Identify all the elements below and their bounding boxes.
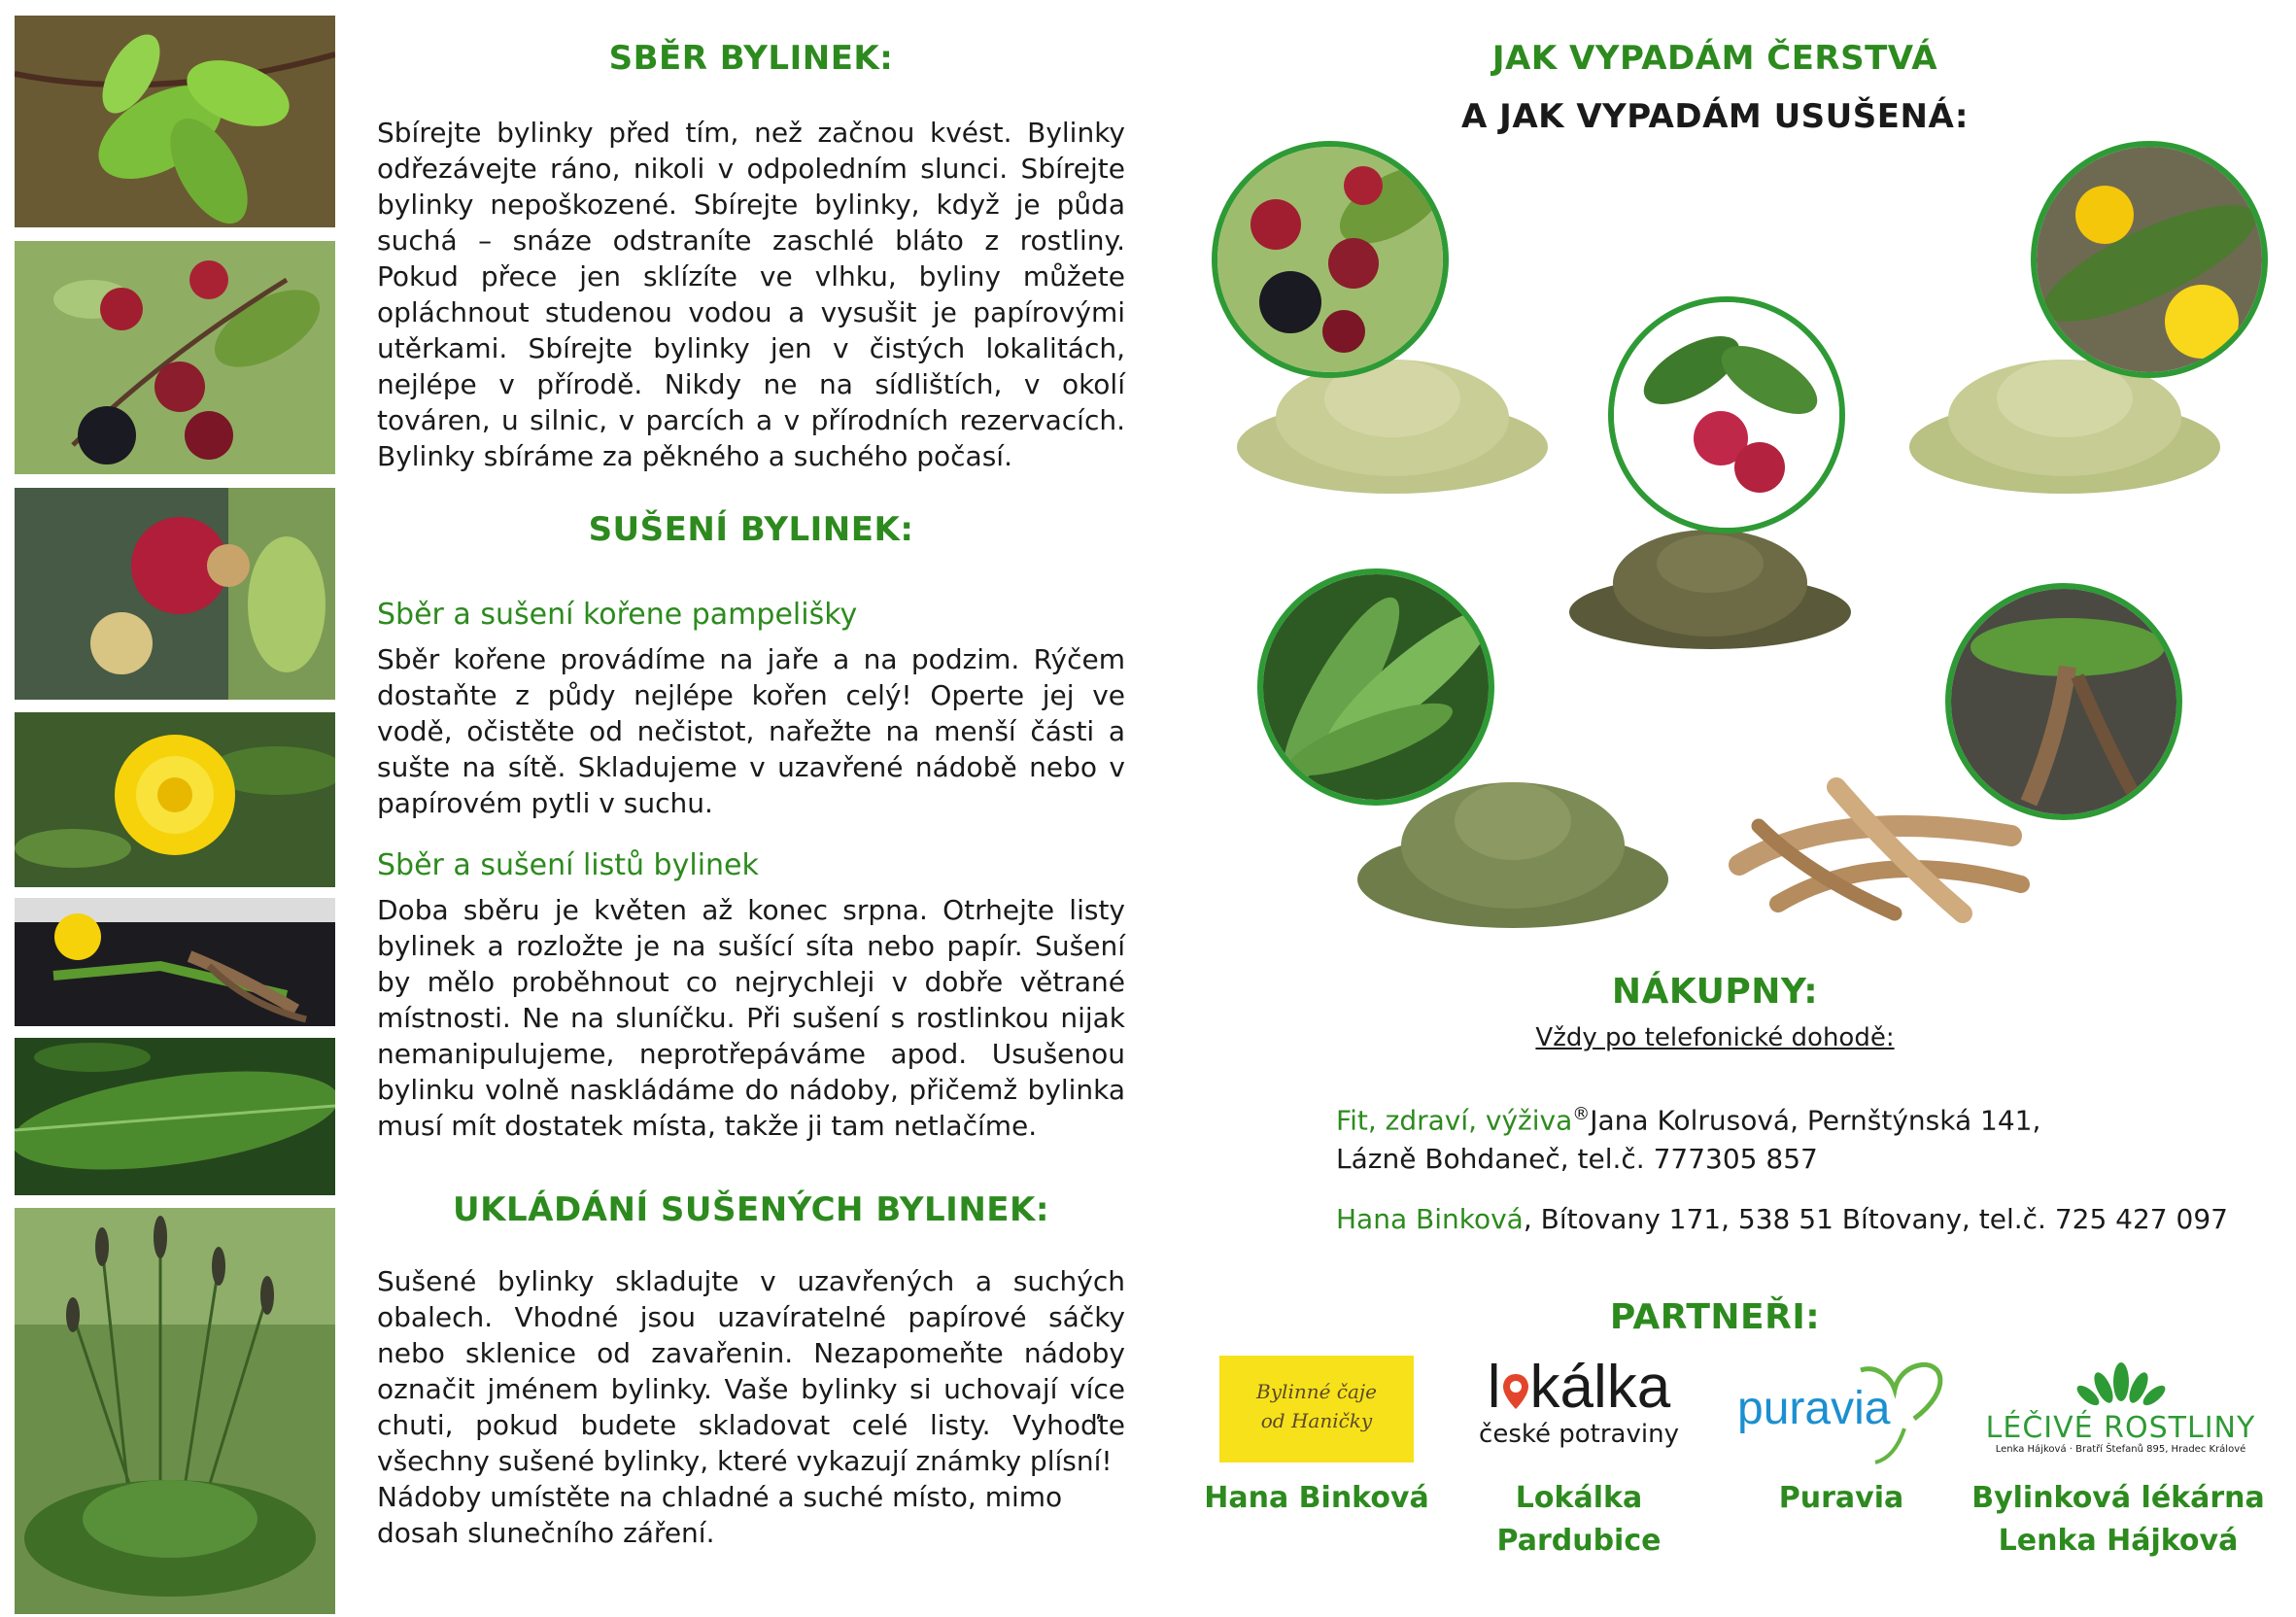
root-drying-title: Sběr a sušení kořene pampelišky [377,598,858,632]
leaf-drying-text: Doba sběru je květen až konec srpna. Otrhejte listy bylinek a rozložte je na sušící síta nebo papír. Sušení by mělo proběhnout co nejrychleji v dobře větrané místnosti. Ne na sluníčku. Při sušení s rostlinkou nijak nemanipulujeme, neprotřepáváme apod. Usušenou bylinku volně naskládáme do nádoby, přičemž bylinka musí mít dostatek místa, takže ji tam netlačíme. [377,894,1125,1142]
location-pin-icon [1501,1359,1530,1398]
partner-name-3 [1720,1477,1963,1520]
puravia-brand: puravia [1737,1383,1891,1434]
partner-name-2 [1453,1477,1705,1563]
collection-heading: SBĚR BYLINEK: [608,39,894,78]
shop-2-name: Hana Binková [1336,1203,1524,1235]
dandelion-flower-photo [15,712,335,887]
partner-name-4-line-1: Bylinková lékárna [1971,1481,2265,1515]
puravia-logo [1730,1360,1963,1467]
look-heading-1: JAK VYPADÁM ČERSTVÁ [1491,39,1938,78]
partner-name-1-line-1: Hana Binková [1204,1481,1429,1515]
logo-1-line-2: od Haničky [1260,1409,1373,1432]
shop-1-address: Jana Kolrusová, Pernštýnská 141, [1590,1104,2041,1137]
partner-name-4 [1968,1477,2269,1563]
ribwort-plantain-photo [15,1208,335,1614]
partner-name-2-line-2: Pardubice [1496,1524,1662,1558]
blackberry-leaves-photo [15,16,335,227]
storage-text: Sušené bylinky skladujte v uzavřených a suchých obalech. Vhodné jsou uzavíratelné papírové sáčky nebo sklenice od zavařenin. Nezapomeňte nádoby označit jménem bylinky. Vaše bylinky si uchovají více chuti, pokud budete skladovat celé listy. Vyhoďte všechny sušené bylinky, které vykazují známky plísní! [377,1265,1125,1477]
collection-text: Sbírejte bylinky před tím, než začnou kvést. Bylinky odřezávejte ráno, nikoli v odpoledním slunci. Sbírejte bylinky nepoškozené. Sbírejte bylinky, když je půda suchá – snáze odstraníte zaschlé bláto z rostliny. Pokud přece jen sklízíte ve vlhku, byliny můžete opláchnout studenou vodou a vysušit je papírovými utěrkami. Sbírejte bylinky jen v čistých lokalitách, nejlépe v přírodě. Nikdy ne na sídlištích, v okolí továren, u silnic, v parcích a v přírodních rezervacích. Bylinky sbíráme za pěkného a suchého počasí. [377,117,1125,472]
shop-2-line [1336,1203,2228,1235]
drying-heading: SUŠENÍ BYLINEK: [588,510,914,549]
fresh-dandelion-root-circle [1945,583,2182,820]
blackberries-photo [15,241,335,474]
fresh-raspberry-circle [1608,296,1845,533]
logo-1-line-1: Bylinné čaje [1256,1380,1377,1403]
lokalka-brand-rest: kálka [1529,1354,1671,1421]
lokalka-brand-l: l [1487,1354,1501,1421]
plantain-leaf-photo [15,1038,335,1195]
fresh-plantain-circle [1257,568,1494,806]
shop-1-line-2: Lázně Bohdaneč, tel.č. 777305 857 [1336,1143,1818,1175]
lokalka-logo [1462,1356,1696,1467]
shopping-heading: NÁKUPNY: [1611,972,1819,1012]
shop-1-line-1 [1336,1104,2040,1136]
lecive-brand: LÉČIVÉ ROSTLINY [1985,1411,2256,1445]
leaf-drying-title: Sběr a sušení listů bylinek [377,848,759,882]
lecive-sub: Lenka Hájková · Bratří Štefanů 895, Hradec Králové [1995,1444,2246,1455]
registered-mark: ® [1572,1104,1591,1124]
raspberry-photo [15,488,335,700]
partners-heading: PARTNEŘI: [1609,1297,1821,1337]
fresh-blackberry-circle [1212,141,1449,378]
bylinne-caje-logo [1219,1356,1414,1462]
shop-1-name: Fit, zdraví, výživa [1336,1104,1573,1137]
storage-text-2: Nádoby umístěte na chladné a suché místo, mimo dosah slunečního záření. [377,1481,1063,1549]
partner-name-3-line-1: Puravia [1778,1481,1904,1515]
partner-name-4-line-2: Lenka Hájková [1998,1524,2239,1558]
root-drying-text: Sběr kořene provádíme na jaře a na podzim. Rýčem dostaňte z půdy nejlépe kořen celý! Operte jej ve vodě, očistěte od nečistot, nařežte na menší části a sušte na sítě. Skladujeme v uzavřené nádobě nebo v papírovém pytli v suchu. [377,643,1125,819]
shopping-note: Vždy po telefonické dohodě: [1535,1023,1895,1052]
partner-name-2-line-1: Lokálka [1515,1481,1643,1515]
herb-leaves-icon [2063,1360,2179,1409]
storage-heading: UKLÁDÁNÍ SUŠENÝCH BYLINEK: [453,1190,1049,1229]
lecive-rostliny-logo [1982,1360,2259,1467]
partner-name-1 [1190,1477,1443,1520]
fresh-dandelion-circle [2031,141,2268,378]
lokalka-sub: české potraviny [1479,1420,1679,1449]
shop-2-address: , Bítovany 171, 538 51 Bítovany, tel.č. 725 427 097 [1523,1203,2228,1235]
dandelion-root-photo [15,898,335,1026]
look-heading-2: A JAK VYPADÁM USUŠENÁ: [1461,97,1969,136]
